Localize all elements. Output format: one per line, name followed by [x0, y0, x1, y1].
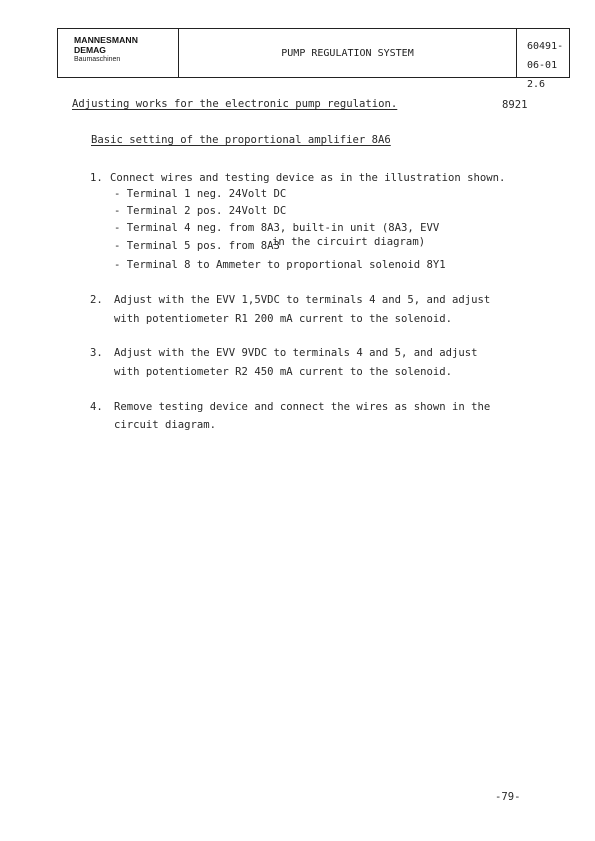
bullet-item: - Terminal 8 to Ammeter to proportional solenoid 8Y1 — [114, 259, 446, 271]
step-number: 2. — [90, 294, 103, 306]
page-number: -79- — [495, 791, 521, 803]
company-name: MANNESMANN — [74, 35, 139, 45]
bullet-note: in the circuirt diagram) — [272, 236, 426, 248]
step-text: Remove testing device and connect the wires as shown in the — [114, 401, 491, 413]
bullet-item: - Terminal 5 pos. from 8A3 — [114, 240, 280, 252]
step-text: Adjust with the EVV 9VDC to terminals 4 and 5, and adjust — [114, 347, 478, 359]
step-number: 1. — [90, 172, 103, 184]
company-logo — [58, 29, 179, 77]
document-title: PUMP REGULATION SYSTEM — [281, 47, 414, 59]
step-text: circuit diagram. — [114, 419, 217, 431]
step-number: 3. — [90, 347, 103, 359]
step-text: Connect wires and testing device as in the illustration shown. — [110, 172, 506, 184]
section-subheading: Basic setting of the proportional amplifier 8A6 — [91, 134, 391, 146]
company-name-2: DEMAG — [74, 45, 106, 55]
bullet-item: - Terminal 1 neg. 24Volt DC — [114, 188, 287, 200]
document-reference — [516, 29, 571, 90]
step-text: with potentiometer R1 200 mA current to the solenoid. — [114, 313, 453, 325]
title-block — [57, 28, 570, 90]
document-code: 8921 — [502, 99, 528, 111]
document-number: 60491-06-01 — [527, 41, 564, 71]
step-number: 4. — [90, 401, 103, 413]
page-heading: Adjusting works for the electronic pump regulation. — [72, 98, 398, 110]
section-number: 2.6 — [527, 79, 546, 90]
bullet-item: - Terminal 2 pos. 24Volt DC — [114, 205, 287, 217]
step-text: Adjust with the EVV 1,5VDC to terminals 4 and 5, and adjust — [114, 294, 491, 306]
step-text: with potentiometer R2 450 mA current to the solenoid. — [114, 366, 453, 378]
company-division: Baumaschinen — [74, 56, 121, 63]
bullet-item: - Terminal 4 neg. from 8A3, built-in unit (8A3, EVV — [114, 222, 440, 234]
